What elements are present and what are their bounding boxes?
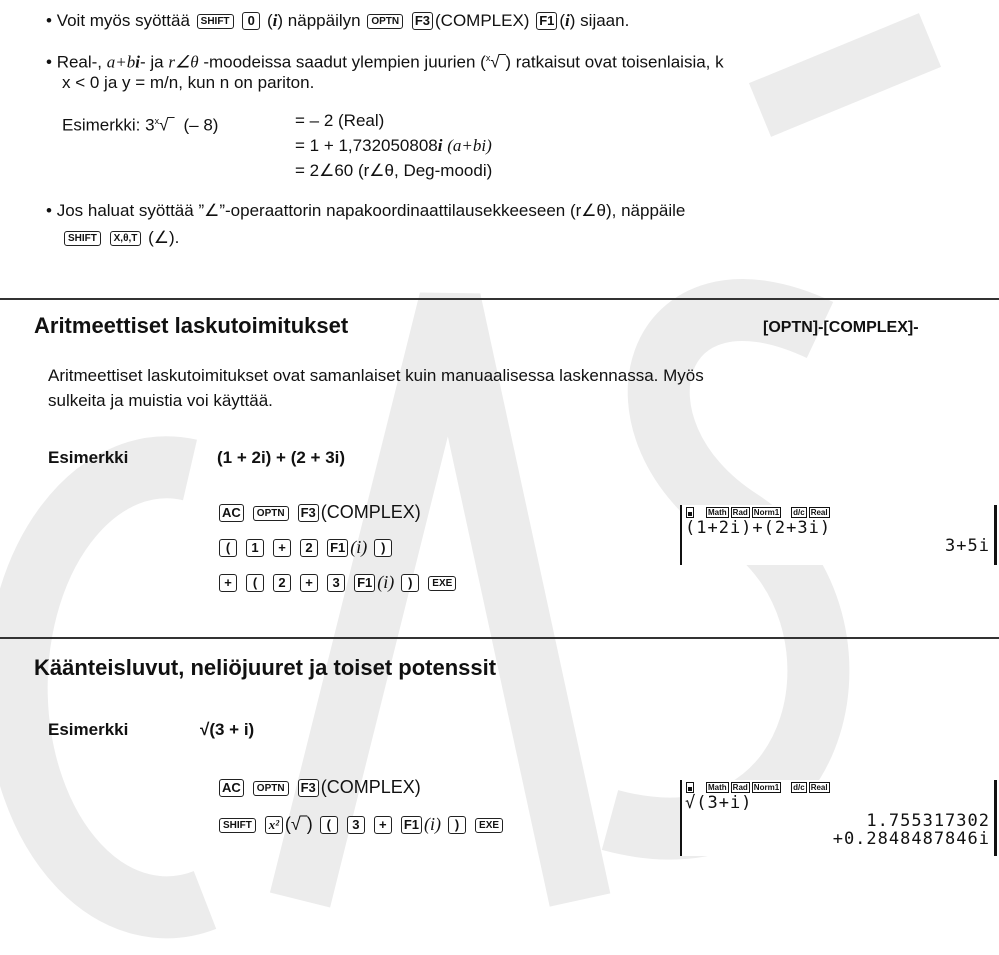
screen-input: (1+2i)+(2+3i)	[685, 518, 832, 538]
optn-key: OPTN	[253, 781, 289, 796]
bullet-angle-operator: • Jos haluat syöttää ”∠”-operaattorin napakoordinaattilausekkeeseen (r∠θ), näppäile	[46, 201, 686, 220]
shift-key: SHIFT	[219, 818, 256, 833]
calculator-screen-2	[680, 780, 997, 856]
example-root-label: Esimerkki: 3$^x$√‾ (– 8)	[62, 115, 219, 135]
rpar-key: )	[374, 539, 392, 557]
optn-key: OPTN	[367, 14, 403, 29]
example-expression: (1 + 2i) + (2 + 3i)	[217, 448, 346, 467]
screen-result: 3+5i	[945, 536, 990, 556]
keyseq-line3: + ( 2 + 3 F1 (i) ) EXE	[217, 570, 458, 594]
screen-input: √(3+i)	[685, 793, 753, 813]
keyseq-line2: ( 1 + 2 F1 (i) )	[217, 535, 394, 559]
battery-icon	[686, 507, 694, 518]
three-key: 3	[347, 816, 365, 834]
plus-key: +	[273, 539, 291, 557]
battery-icon	[686, 782, 694, 793]
three-key: 3	[327, 574, 345, 592]
zero-key: 0	[242, 12, 260, 30]
two-key: 2	[273, 574, 291, 592]
screen-result-real: 1.755317302	[866, 811, 990, 831]
rpar-key: )	[401, 574, 419, 592]
example-result-abi: = 1 + 1,732050808i (a+bi)	[295, 136, 492, 155]
example-label: Esimerkki	[48, 720, 129, 739]
xthetat-key: X,θ,T	[110, 231, 142, 246]
f3-key: F3	[412, 12, 433, 30]
section-divider	[0, 298, 999, 300]
keyseq-line1: AC OPTN F3 (COMPLEX)	[217, 500, 421, 524]
section-reference: [OPTN]-[COMPLEX]-	[763, 319, 919, 336]
plus-key: +	[219, 574, 237, 592]
shift-key: SHIFT	[64, 231, 101, 246]
f1-key: F1	[536, 12, 557, 30]
plus-key: +	[374, 816, 392, 834]
section-title-arithmetic: Aritmeettiset laskutoimitukset	[34, 313, 349, 338]
bullet-shift-i: • Voit myös syöttää SHIFT 0 (i) näppäilyn OPTN F3 (COMPLEX) F1 (i) sijaan.	[46, 11, 630, 30]
shift-key: SHIFT	[197, 14, 234, 29]
ac-key: AC	[219, 779, 244, 797]
bullet-root-modes: • Real-, a+bi- ja r∠θ -moodeissa saadut ylempien juurien ($^x$√‾) ratkaisut ovat toisenlaisia, k	[46, 52, 724, 72]
x-squared-key: x²	[265, 816, 283, 834]
bullet-root-modes-line2: x < 0 ja y = m/n, kun n on pariton.	[62, 73, 315, 92]
lpar-key: (	[219, 539, 237, 557]
example-label: Esimerkki	[48, 448, 129, 467]
optn-key: OPTN	[253, 506, 289, 521]
angle-key-sequence: SHIFT X,θ,T (∠).	[62, 227, 179, 249]
example-result-real: = – 2 (Real)	[295, 111, 385, 130]
keyseq-line1: AC OPTN F3 (COMPLEX)	[217, 775, 421, 799]
example-result-polar: = 2∠60 (r∠θ, Deg-moodi)	[295, 161, 493, 180]
rpar-key: )	[448, 816, 466, 834]
calculator-screen-1	[680, 505, 997, 565]
screen-result-imag: +0.2848487846i	[832, 829, 990, 849]
keyseq-line2: SHIFT x² (√‾) ( 3 + F1 (i) ) EXE	[217, 812, 505, 836]
status-bar: Math Rad Norm1 d/c Real	[682, 780, 994, 794]
example-expression: √(3 + i)	[200, 720, 255, 739]
one-key: 1	[246, 539, 264, 557]
f3-key: F3	[298, 779, 319, 797]
f1-key: F1	[354, 574, 375, 592]
f1-key: F1	[327, 539, 348, 557]
exe-key: EXE	[428, 576, 456, 591]
two-key: 2	[300, 539, 318, 557]
lpar-key: (	[246, 574, 264, 592]
status-bar: Math Rad Norm1 d/c Real	[682, 505, 994, 519]
section1-paragraph-line2: sulkeita ja muistia voi käyttää.	[48, 391, 273, 410]
section1-paragraph-line1: Aritmeettiset laskutoimitukset ovat samanlaiset kuin manuaalisessa laskennassa. Myös	[48, 366, 704, 385]
plus-key: +	[300, 574, 318, 592]
ac-key: AC	[219, 504, 244, 522]
f1-key: F1	[401, 816, 422, 834]
lpar-key: (	[320, 816, 338, 834]
section-title-roots: Käänteisluvut, neliöjuuret ja toiset potenssit	[34, 655, 497, 680]
section-divider	[0, 637, 999, 639]
f3-key: F3	[298, 504, 319, 522]
exe-key: EXE	[475, 818, 503, 833]
